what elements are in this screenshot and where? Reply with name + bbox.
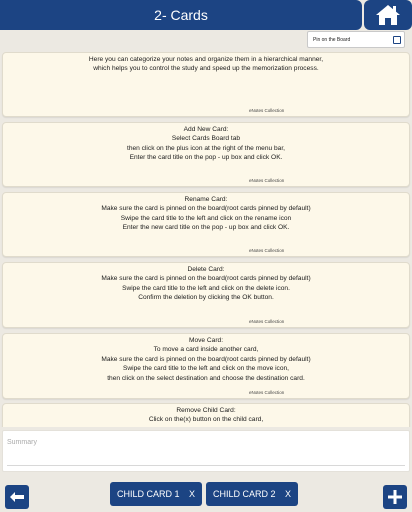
card-text	[3, 336, 409, 383]
card-line: Move Card:	[188, 337, 224, 344]
card-line: Here you can categorize your notes and organize them in a hierarchical manner,	[88, 56, 324, 63]
remove-chip-button[interactable]: X	[284, 489, 291, 499]
pin-on-board-checkbox[interactable]	[393, 36, 401, 44]
cards-list[interactable]	[0, 50, 412, 427]
page-title: 2- Cards	[154, 7, 208, 23]
child-card-chip[interactable]	[110, 482, 202, 506]
card-line: Add New Card:	[183, 126, 229, 133]
back-button[interactable]	[5, 485, 29, 509]
card-line: Select Cards Board tab	[171, 135, 241, 143]
card-line: Rename Card:	[184, 196, 228, 203]
card-line: To move a card inside another card,	[153, 346, 259, 354]
card-item[interactable]	[2, 122, 410, 187]
child-card-chip-label: CHILD CARD 2	[213, 489, 276, 499]
card-line: Click on the(x) button on the child card,	[148, 416, 264, 424]
home-button[interactable]	[364, 0, 412, 30]
card-line: Enter the card title on the pop - up box and click OK.	[129, 154, 283, 162]
card-line: Make sure the card is pinned on the board(root cards pinned by default)	[101, 355, 311, 363]
summary-input[interactable]	[7, 439, 405, 446]
home-icon	[375, 3, 401, 27]
add-card-button[interactable]	[383, 485, 407, 509]
card-text	[3, 195, 409, 233]
child-card-chip[interactable]	[206, 482, 298, 506]
pin-on-board-toggle[interactable]	[307, 31, 405, 48]
page-title-bar	[0, 0, 362, 30]
card-item[interactable]	[2, 262, 410, 328]
card-line: Confirm the deletion by clicking the OK button.	[138, 294, 274, 302]
card-line: Swipe the card title to the left and click on the rename icon	[120, 214, 292, 222]
card-item[interactable]	[2, 52, 410, 117]
card-line: which helps you to control the study and speed up the memorization process.	[93, 65, 319, 73]
card-line: Make sure the card is pinned on the board(root cards pinned by default)	[101, 275, 311, 283]
card-line: Make sure the card is pinned on the board(root cards pinned by default)	[101, 205, 311, 213]
card-line: then click on the plus icon at the right of the menu bar,	[127, 144, 285, 152]
card-item[interactable]	[2, 403, 410, 427]
card-line: Swipe the card title to the left and click on the delete icon.	[122, 284, 290, 292]
card-item[interactable]	[2, 192, 410, 257]
summary-field[interactable]	[2, 430, 410, 472]
plus-icon	[387, 489, 403, 505]
remove-chip-button[interactable]: X	[188, 489, 195, 499]
card-source: eNotes Collection	[249, 178, 285, 183]
summary-underline	[7, 465, 405, 466]
child-card-chip-label: CHILD CARD 1	[117, 489, 180, 499]
card-text	[3, 55, 409, 74]
card-item[interactable]	[2, 333, 410, 399]
pin-on-board-label: Pin on the Board	[313, 36, 351, 43]
card-line: Remove Child Card:	[176, 407, 236, 414]
card-source: eNotes Collection	[249, 390, 285, 395]
card-text	[3, 265, 409, 303]
card-line: Swipe the card title to the left and click on the move icon,	[122, 365, 290, 373]
card-source: eNotes Collection	[249, 248, 285, 253]
card-text	[3, 125, 409, 163]
card-source: eNotes Collection	[249, 108, 285, 113]
arrow-left-icon	[9, 491, 25, 503]
card-line: then click on the select destination and choose the destination card.	[107, 374, 305, 382]
card-text	[3, 406, 409, 425]
card-line: Enter the new card title on the pop - up box and click OK.	[122, 224, 290, 232]
card-source: eNotes Collection	[249, 319, 285, 324]
card-line: Delete Card:	[187, 266, 225, 273]
